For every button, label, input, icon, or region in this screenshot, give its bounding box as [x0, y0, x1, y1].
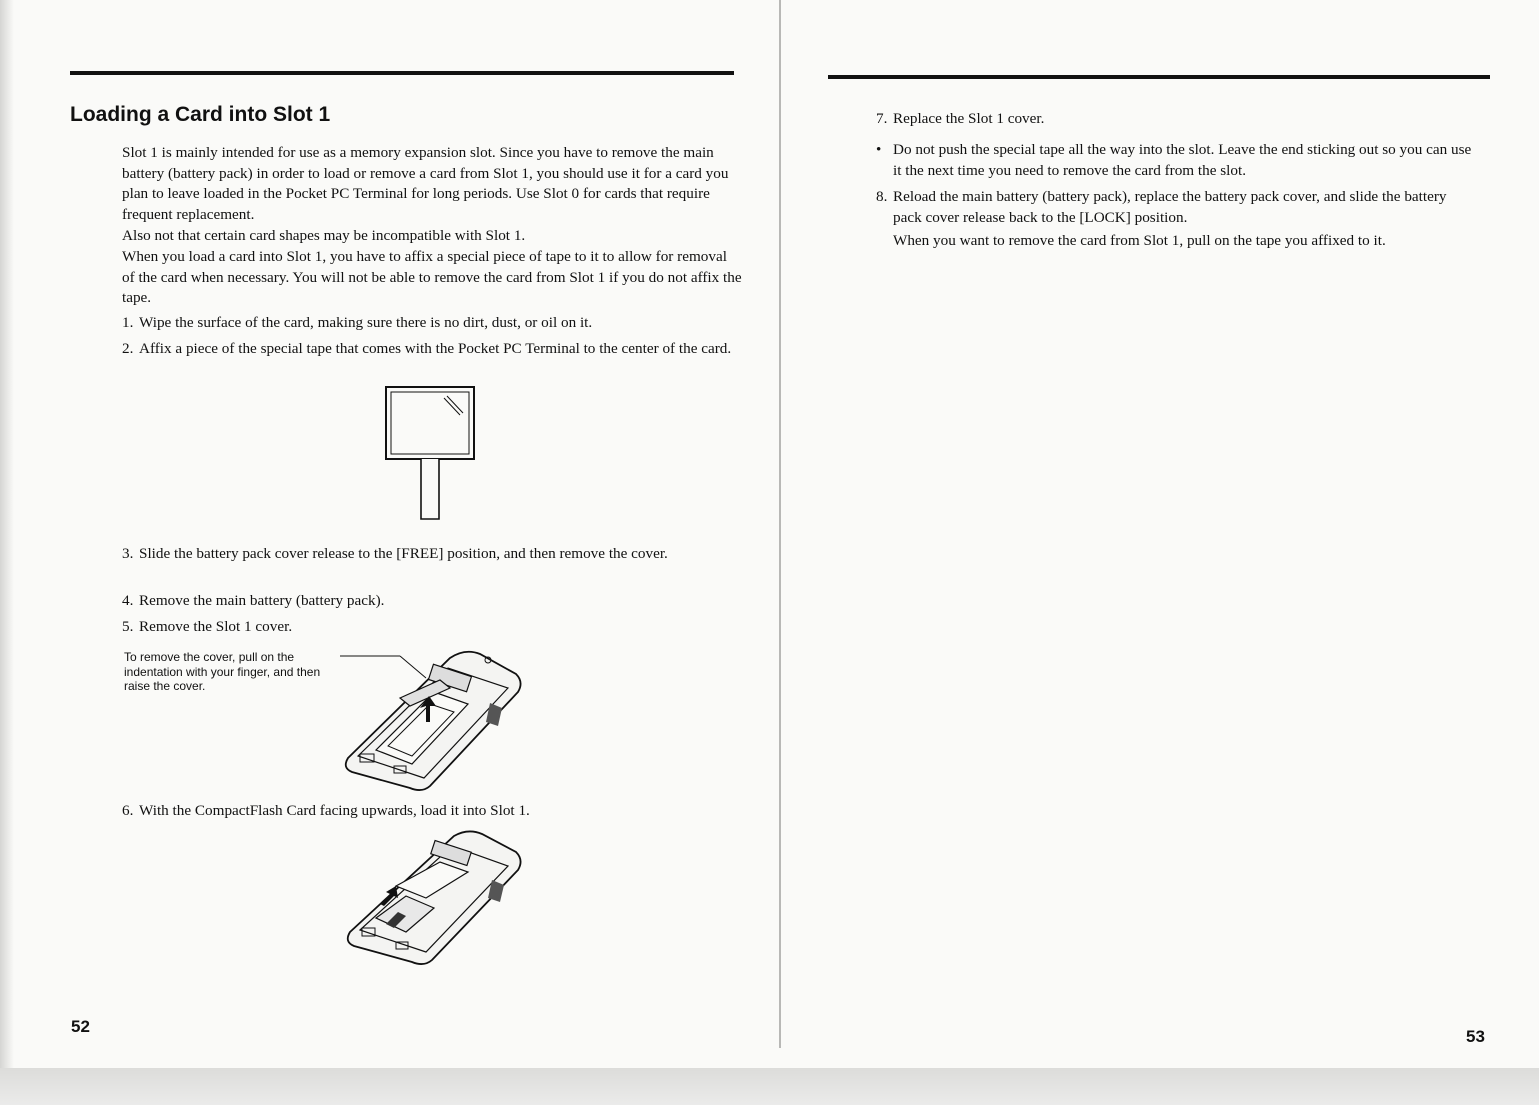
removal-note: When you want to remove the card from Slot 1, pull on the tape you affixed to it.	[893, 232, 1386, 249]
intro-paragraph-3: When you load a card into Slot 1, you have to affix a special piece of tape to it to allow for removal of the card when necessary. You will not be able to remove the card from Slot 1 if you do not affix the tape.	[122, 248, 742, 306]
page-number-left: 52	[71, 1017, 90, 1036]
step-text: Remove the main battery (battery pack).	[139, 592, 385, 609]
step-text: Reload the main battery (battery pack), replace the battery pack cover, and slide the battery pack cover release back to the [LOCK] position.	[893, 188, 1447, 226]
step-number: 5.	[122, 618, 134, 635]
page-number-right: 53	[1466, 1027, 1485, 1046]
step-text: With the CompactFlash Card facing upwards, load it into Slot 1.	[139, 802, 530, 819]
card-with-tape-figure	[383, 384, 479, 524]
header-rule-right	[828, 75, 1490, 79]
step-number: 6.	[122, 802, 134, 819]
intro-paragraph-2: Also not that certain card shapes may be incompatible with Slot 1.	[122, 227, 526, 244]
note-bullet	[876, 140, 1476, 181]
step-4	[122, 591, 722, 612]
step-5	[122, 617, 722, 638]
step-number: 7.	[876, 110, 888, 127]
step-number: 8.	[876, 188, 888, 205]
step-text: Affix a piece of the special tape that comes with the Pocket PC Terminal to the center of the card.	[139, 340, 732, 357]
step-number: 2.	[122, 340, 134, 357]
step-1	[122, 313, 742, 334]
scan-bottom-margin	[0, 1068, 1539, 1105]
step-6	[122, 801, 722, 822]
load-card-figure	[336, 828, 526, 968]
step-8	[876, 187, 1476, 228]
section-heading: Loading a Card into Slot 1	[70, 103, 331, 126]
step-number: 4.	[122, 592, 134, 609]
step-text: Slide the battery pack cover release to the [FREE] position, and then remove the cover.	[139, 545, 668, 562]
step-3	[122, 544, 722, 565]
page-edge-shadow	[0, 0, 14, 1068]
remove-slot-cover-figure	[330, 648, 530, 793]
step-7	[876, 109, 1476, 130]
bullet-text: Do not push the special tape all the way into the slot. Leave the end sticking out so you can use it the next time you need to remove the card from the slot.	[893, 141, 1472, 179]
bullet-icon: •	[876, 141, 882, 158]
page-gutter	[779, 0, 781, 1048]
step-text: Replace the Slot 1 cover.	[893, 110, 1045, 127]
step-number: 3.	[122, 545, 134, 562]
step-text: Wipe the surface of the card, making sure there is no dirt, dust, or oil on it.	[139, 314, 593, 331]
header-rule-left	[70, 71, 734, 75]
step-2	[122, 339, 742, 360]
step-text: Remove the Slot 1 cover.	[139, 618, 293, 635]
figure-callout: To remove the cover, pull on the indentation with your finger, and then raise the cover.	[124, 650, 321, 693]
step-number: 1.	[122, 314, 134, 331]
intro-paragraph-1: Slot 1 is mainly intended for use as a memory expansion slot. Since you have to remove the main battery (battery pack) in order to load or remove a card from Slot 1, you should use it for a card you plan to leave loaded in the Pocket PC Terminal for long periods. Use Slot 0 for cards that require frequent replacement.	[122, 144, 729, 223]
